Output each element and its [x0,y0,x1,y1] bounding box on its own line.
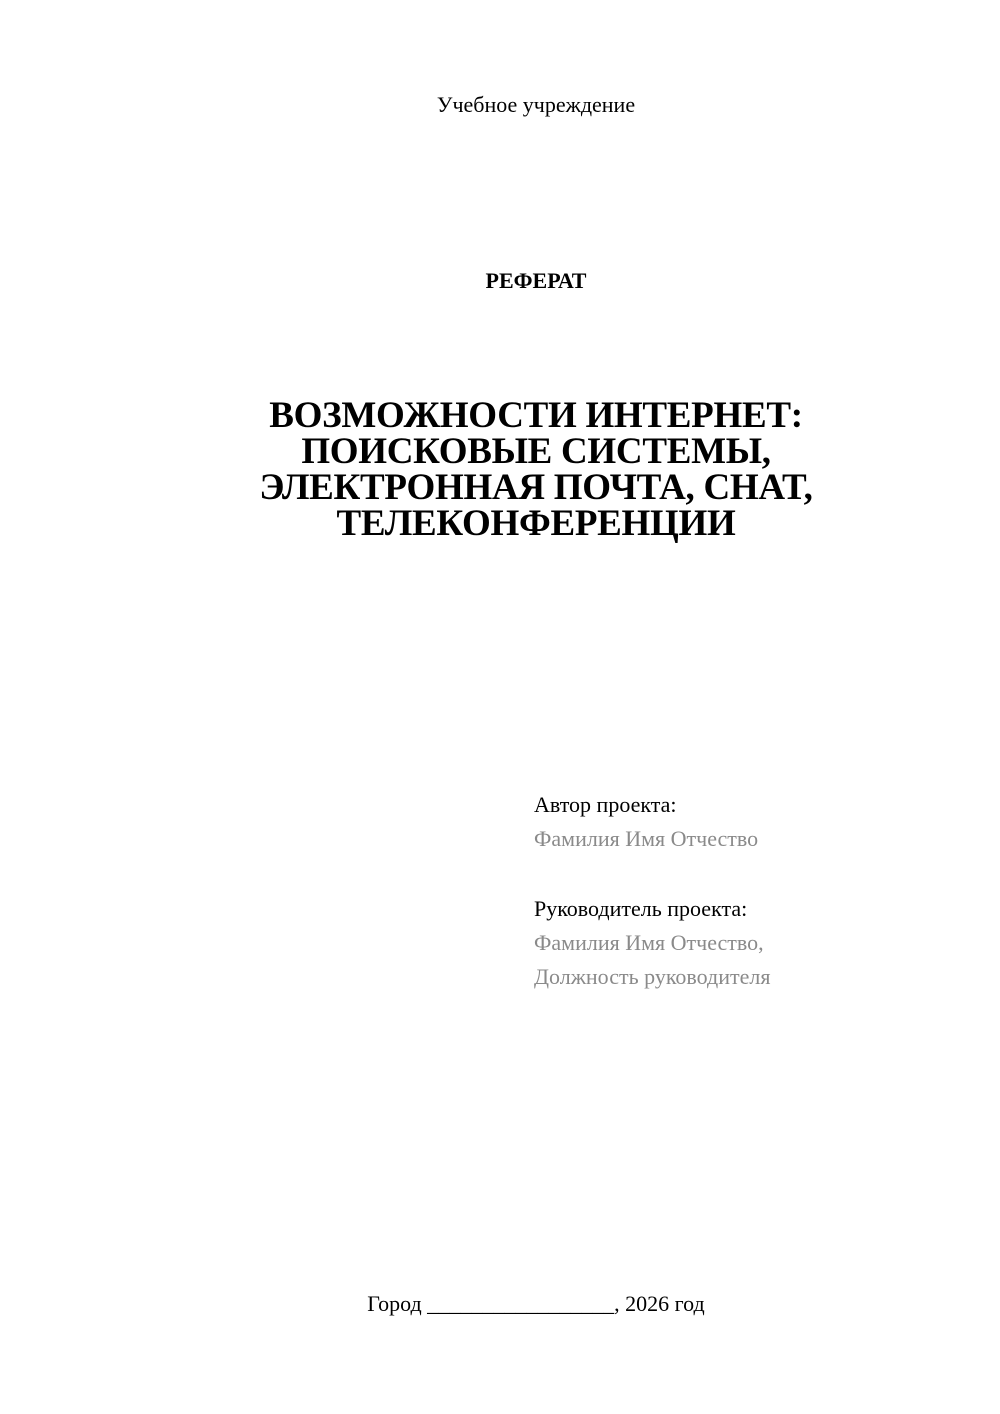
title-line: ТЕЛЕКОНФЕРЕНЦИИ [336,503,736,544]
title-line: ВОЗМОЖНОСТИ ИНТЕРНЕТ: [269,395,803,436]
document-title [200,395,872,544]
document-type: РЕФЕРАТ [485,268,587,293]
author-label: Автор проекта: [534,792,677,817]
supervisor-label: Руководитель проекта: [534,896,748,921]
supervisor-position: Должность руководителя [534,964,771,989]
title-line: ПОИСКОВЫЕ СИСТЕМЫ, [301,431,771,472]
supervisor-name: Фамилия Имя Отчество, [534,930,764,955]
credits-block [534,788,974,994]
city-year-line: Город _________________, 2026 год [367,1291,705,1316]
title-line: ЭЛЕКТРОННАЯ ПОЧТА, CHAT, [259,467,813,508]
institution-name: Учебное учреждение [436,92,636,117]
credits-spacer [534,856,974,892]
author-name: Фамилия Имя Отчество [534,826,759,851]
